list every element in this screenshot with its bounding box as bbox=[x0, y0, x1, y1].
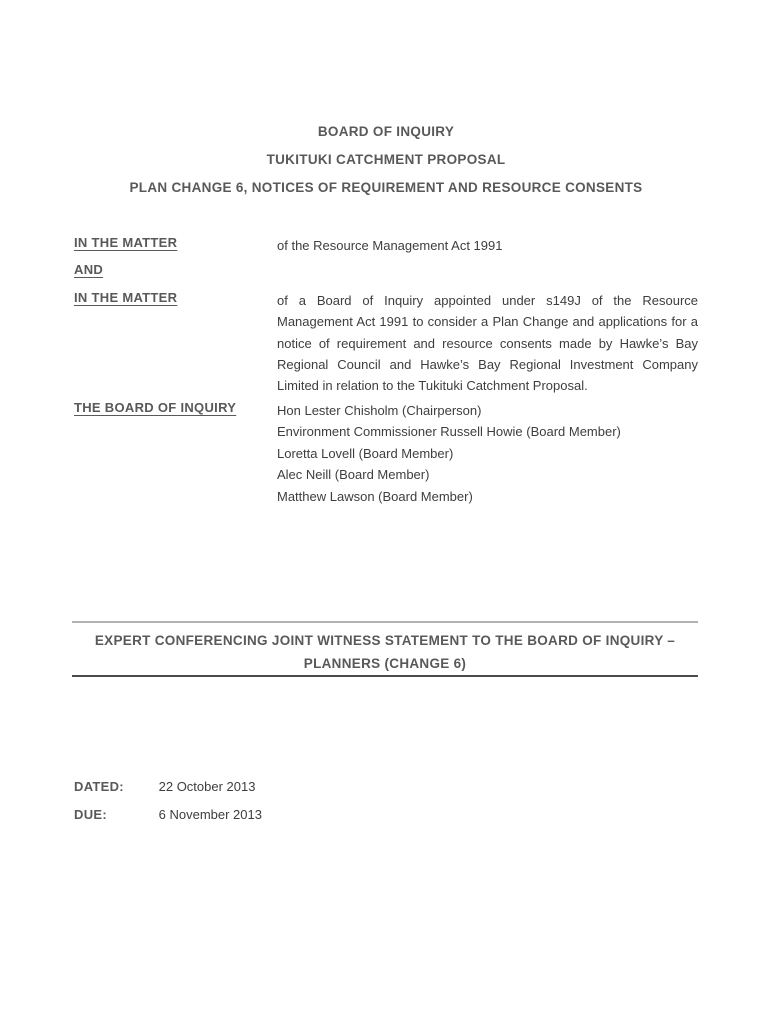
banner-line-2: PLANNERS (CHANGE 6) bbox=[303, 656, 467, 671]
board-member-lovell: Loretta Lovell (Board Member) bbox=[277, 445, 454, 461]
dated-row bbox=[74, 773, 574, 801]
matter-row-first bbox=[74, 235, 698, 256]
matter-row-board bbox=[74, 400, 698, 507]
in-the-matter-value-1: of the Resource Management Act 1991 bbox=[277, 238, 503, 253]
title-line-board-of-inquiry: BOARD OF INQUIRY bbox=[317, 124, 455, 139]
board-member-chairperson: Hon Lester Chisholm (Chairperson) bbox=[277, 403, 482, 418]
and-label: AND bbox=[74, 262, 104, 277]
board-member-neill: Alec Neill (Board Member) bbox=[277, 467, 430, 483]
matter-row-second bbox=[74, 290, 698, 396]
dated-label: DATED: bbox=[74, 779, 124, 794]
title-line-proposal: TUKITUKI CATCHMENT PROPOSAL bbox=[266, 152, 506, 167]
dates-block bbox=[74, 773, 574, 829]
statement-banner bbox=[72, 621, 698, 677]
board-members-list bbox=[277, 400, 698, 507]
due-row bbox=[74, 801, 574, 829]
board-of-inquiry-label: THE BOARD OF INQUIRY bbox=[74, 400, 237, 415]
in-the-matter-label-1: IN THE MATTER bbox=[74, 235, 178, 250]
banner-line-1: EXPERT CONFERENCING JOINT WITNESS STATEMENT TO THE BOARD OF INQUIRY – bbox=[94, 633, 676, 648]
title-line-plan-change: PLAN CHANGE 6, NOTICES OF REQUIREMENT AND RESOURCE CONSENTS bbox=[129, 180, 643, 195]
due-value: 6 November 2013 bbox=[158, 807, 262, 822]
in-the-matter-value-2: of a Board of Inquiry appointed under s149J of the Resource Management Act 1991 to consider a Plan Change and applications for a notice of requirement and resource consents made by Hawke’s Bay Regional Council and Hawke’s Bay Regional Investment Company Limited in relation to the Tukituki Catchment Proposal. bbox=[277, 293, 698, 394]
due-label: DUE: bbox=[74, 807, 107, 822]
board-member-lawson: Matthew Lawson (Board Member) bbox=[277, 488, 473, 504]
board-member-howie: Environment Commissioner Russell Howie (Board Member) bbox=[277, 424, 621, 440]
in-the-matter-label-2: IN THE MATTER bbox=[74, 290, 178, 305]
document-title-block bbox=[74, 118, 698, 202]
dated-value: 22 October 2013 bbox=[158, 779, 256, 794]
